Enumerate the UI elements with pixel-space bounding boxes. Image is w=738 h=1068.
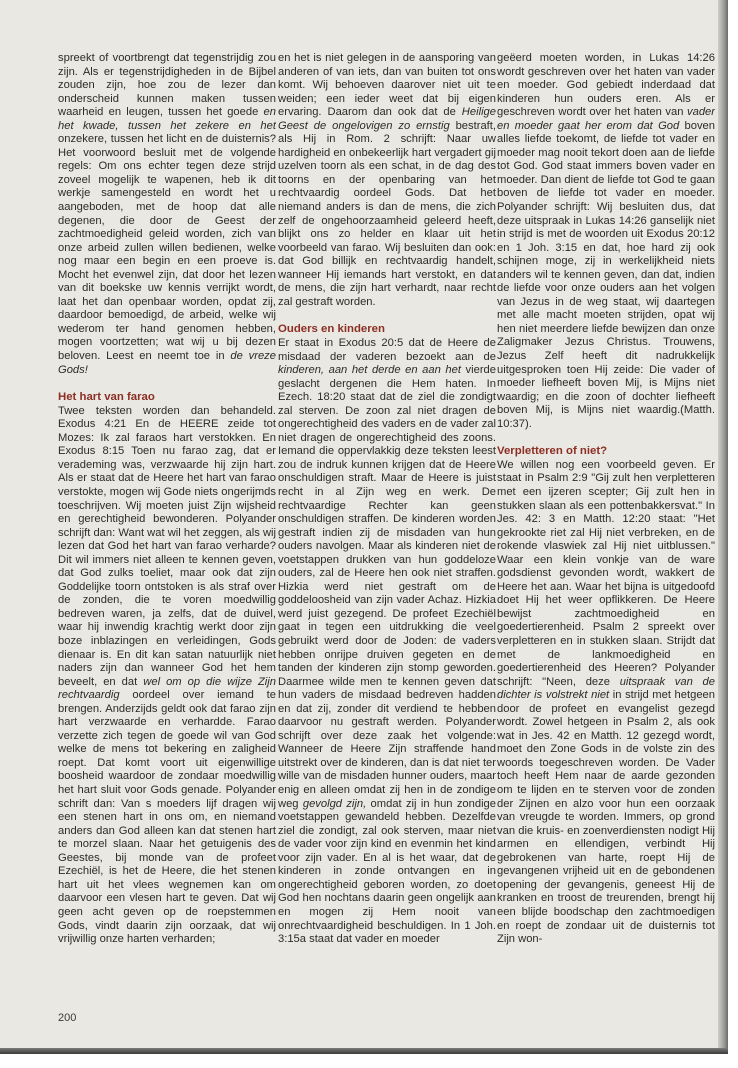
italic-run: uitspraak van de dichter is volstrekt niet <box>497 675 715 702</box>
book-spine-shadow <box>718 0 728 1048</box>
column1-intro: spreekt of voortbrengt dat tegenstrijdig zou zijn. Als er tegenstrijdigheden in de Bijbel zouden zijn, hoe zou de lezer dan onderscheid kunnen maken tussen waarheid en leugen, tussen het goede en het kwade, tussen het zekere en het onzekere, tussen het licht en de duisternis? Het voorwoord besluit met de volgende regels: Om ons echter tegen deze strijd zoveel mogelijk te wapenen, heb ik dit werkje samengesteld en wordt het u aangeboden, met de hoop dat alle degenen, die door de Geest der zachtmoedigheid geleid worden, zich van onze arbeid zullen willen bedienen, welke nog maar een begin en een proeve is. Mocht het evenwel zijn, dat door het lezen van dit boekske uw kennis verrijkt wordt, laat het dan openbaar worden, opdat zij, daardoor bemoedigd, de arbeid, welke wij wederom ter hand genomen hebben, mogen voortzetten; wat wij u bij dezen beloven. Leest en neemt toe in de vreze Gods! <box>58 52 276 376</box>
page-number: 200 <box>58 1012 77 1024</box>
italic-run: kinderen, aan het derde en aan het <box>278 364 461 377</box>
heading-ouders-en-kinderen: Ouders en kinderen <box>278 323 385 336</box>
italic-run: vader en moeder gaat her erom dat God <box>497 106 715 132</box>
heading-verpletteren-of-niet: Verpletteren of niet? <box>497 445 608 458</box>
column3-body: We willen nog een voorbeeld geven. Er staat in Psalm 2:9 "Gij zult hen verpletteren met een ijzeren scepter; Gij zult hen in stukken slaan als een pottenbakkersvat." In Jes. 42: 3 en Matth. 12:20 staat: "Het gekrookte riet zal Hij niet verbreken, en de rokende vlaswiek zal Hij niet uitblussen." Waar een klein vonkje van de ware godsdienst gevonden wordt, wakkert de Heere het aan. Waar het bijna is uitgedoofd doet Hij het weer opflikkeren. De Heere bewijst zachtmoedigheid en goedertierenheid. Psalm 2 spreekt over verpletteren en in stukken slaan. Strijdt dat met de lankmoedigheid en goedertierenheid des Heeren? Polyander schrijft: "Neen, deze uitspraak van de dichter is volstrekt niet in strijd met hetgeen door de profeet en evangelist gezegd wordt. Zowel hetgeen in Psalm 2, als ook wat in Jes. 42 en Matth. 12 gezegd wordt, moet den Zone Gods in de volste zin des woords toegeschreven worden. De Vader toch heeft Hem naar de aarde gezonden om te lijden en te sterven voor de zonden der Zijnen en alzo voor hun een oorzaak van vreugde te worden. Immers, op grond van die kruis- en zoenverdiensten nodigt Hij armen en ellendigen, verbindt Hij gebrokenen van harte, roept Hij de gevangenen vrijheid uit en de gebondenen opening der gevangenis, geneest Hij de kranken en troost de treurenden, brengt hij een blijde boodschap den zachtmoedigen en roept de zondaar uit de duisternis tot Zijn won- <box>497 458 715 946</box>
italic-run: de vreze Gods! <box>58 350 276 376</box>
column2-body: Er staat in Exodus 20:5 dat de Heere de misdaad der vaderen bezoekt aan de kinderen, aan het derde en aan het vierde geslacht dergenen die Hem haten. In Ezech. 18:20 staat dat de ziel die zondigt zal sterven. De zoon zal niet dragen de ongerechtigheid des vaders en de vader zal niet dragen de ongerechtigheid des zoons. Iemand die oppervlakkig deze teksten leest zou de indruk kunnen krijgen dat de Heere onschuldigen straft. Maar de Heere is juist recht in al Zijn weg en werk. De rechtvaardige Rechter kan geen onschuldigen straffen. De kinderen worden gestraft indien zij de misdaden van hun ouders navolgen. Maar als kinderen niet de voetstappen drukken van hun goddeloze ouders, zal de Heere hen ook niet straffen. Hizkia werd niet gestraft om de goddeloosheid van zijn vader Achaz. Hizkia werd juist gezegend. De profeet Ezechiël gaat in tegen een uitdrukking die veel gebruikt werd door de Joden: de vaders hebben onrijpe druiven gegeten en de tanden der kinderen zijn stomp geworden. Daarmee wilde men te kennen geven dat hun vaders de misdaad bedreven hadden en dat zij, zonder dit verdiend te hebben daarvoor nu gestraft werden. Polyander schrijft over deze zaak het volgende: Wanneer de Heere Zijn straffende hand uitstrekt over de kinderen, dan is dat niet ter wille van de misdaden hunner ouders, maar enig en alleen omdat zij hen in de zondige weg gevolgd zijn, omdat zij in hun zondige voetstappen gewandeld hebben. Dezelfde ziel die zondigt, zal ook sterven, maar niet de vader voor zijn kind en evenmin het kind voor zijn vader. En al is het waar, dat de kinderen in zonde ontvangen en in ongerechtigheid geboren worden, zo doet God hen nochtans daarin geen ongelijk aan en mogen zij Hem nooit van onrechtvaardigheid beschuldigen. In 1 Joh. 3:15a staat dat vader en moeder <box>278 336 496 946</box>
page-bottom-shadow <box>0 1048 728 1054</box>
column1-body: Twee teksten worden dan behandeld. Exodus 4:21 En de HEERE zeide tot Mozes: Ik zal faraos hart verstokken. En Exodus 8:15 Toen nu farao zag, dat er verademing was, verzwaarde hij zijn hart. Als er staat dat de Heere het hart van farao verstokte, mogen wij Gode niets ongerijmds toeschrijven. Wij moeten juist Zijn wijsheid en gerechtigheid bewonderen. Polyander schrijft dan: Want wat wil het zeggen, als wij lezen dat God het hart van farao verharde? Dit wil immers niet alleen te kennen geven, dat God zulks toeliet, maar ook dat zijn Goddelijke toorn ontstoken is als straf over de zonden, die te voren moedwillig bedreven waren, ja zelfs, dat de duivel, waar hij inwendig krachtig werkt door zijn boze inblazingen en verleidingen, Gods dienaar is. En dit kan satan natuurlijk niet naders zijn dan wanneer God het hem beveelt, en dat wel om op die wijze Zijn rechtvaardig oordeel over iemand te brengen. Anderzijds geldt ook dat farao zijn hart verzwaarde en verhardde. Farao verzette zich tegen de goede wil van God welke de mens tot bekering en zaligheid roept. Dat komt voort uit eigenwillige boosheid waardoor de zondaar moedwillig het hart sluit voor Gods genade. Polyander schrift dan: Van s moeders lijf dragen wij een stenen hart in ons om, en niemand anders dan God alleen kan dat stenen hart te morzel slaan. Naar het getuigenis des Geestes, bij monde van de profeet Ezechiël, is het de Heere, die het stenen hart uit het vlees wegnemen kan om daarvoor een vlesen hart te geven. Dat wij geen acht geven op de roepstemmen Gods, vindt daarin zijn oorzaak, dat wij vrijwillig onze harten verharden; <box>58 404 276 946</box>
text-column-1 <box>58 52 276 947</box>
text-column-2 <box>278 52 496 947</box>
italic-run: Heilige Geest de ongelovigen zo ernstig <box>278 106 496 132</box>
column3-intro: geëerd moeten worden, in Lukas 14:26 wordt geschreven over het haten van vader en moeder. God gebiedt inderdaad dat kinderen hun ouders eren. Als er geschreven wordt over het haten van vader en moeder gaat her erom dat God boven alles liefde toekomt, de liefde tot vader en moeder mag nooit tekort doen aan de liefde tot God. God staat immers boven vader en moeder. Dan dient de liefde tot God te gaan boven de liefde tot vader en moeder. Polyander schrijft: Wij besluiten dus, dat deze uitspraak in Lukas 14:26 ganselijk niet in strijd is met de woorden uit Exodus 20:12 en 1 Joh. 3:15 en dat, hoe hard zij ook schijnen moge, zij in werkelijkheid niets anders wil te kennen geven, dan dat, indien de liefde voor onze ouders aan het volgen van Jezus in de weg staat, wij daartegen met alle macht moeten strijden, opat wij hen niet meerdere liefde bewijzen dan onze Zaligmaker Jezus Christus. Trouwens, Jezus Zelf heeft dit nadrukkelijk uitgesproken toen Hij zeide: Die vader of moeder liefheeft boven Mij, is Mijns niet waardig; en die zoon of dochter liefheeft boven Mij, is Mijns niet waardig.(Matth. 10:37). <box>497 52 715 430</box>
italic-run: gevolgd zijn, <box>302 797 367 810</box>
italic-run: en het kwade, tussen het zekere en het <box>58 106 276 132</box>
heading-het-hart-van-farao: Het hart van farao <box>58 391 155 404</box>
italic-run: wel om op die wijze Zijn rechtvaardig <box>58 675 276 702</box>
text-column-3 <box>497 52 715 947</box>
column2-intro: en het is niet gelegen in de aansporing van anderen of van iets, dan van buiten tot ons komt. Wij behoeven daarover niet uit te weiden; een ieder weet dat bij eigen ervaring. Daarom dan ook dat de Heilige Geest de ongelovigen zo ernstig bestraft, als Hij in Rom. 2 schrijft: Naar uw hardigheid en onbekeerlijk hart vergadert gij uzelven toorn als een schat, in de dag des toorns en der openbaring van het rechtvaardig oordeel Gods. Dat het niemand anders is dan de mens, die zich zelf de ongehoorzaamheid geleerd heeft, blijkt ons zo helder en klaar uit het voorbeeld van farao. Wij besluiten dan ook: dat God billijk en rechtvaardig handelt, wanneer Hij iemands hart verstokt, en dat de mens, die zijn hart verhardt, naar recht zal gestraft worden. <box>278 52 496 308</box>
